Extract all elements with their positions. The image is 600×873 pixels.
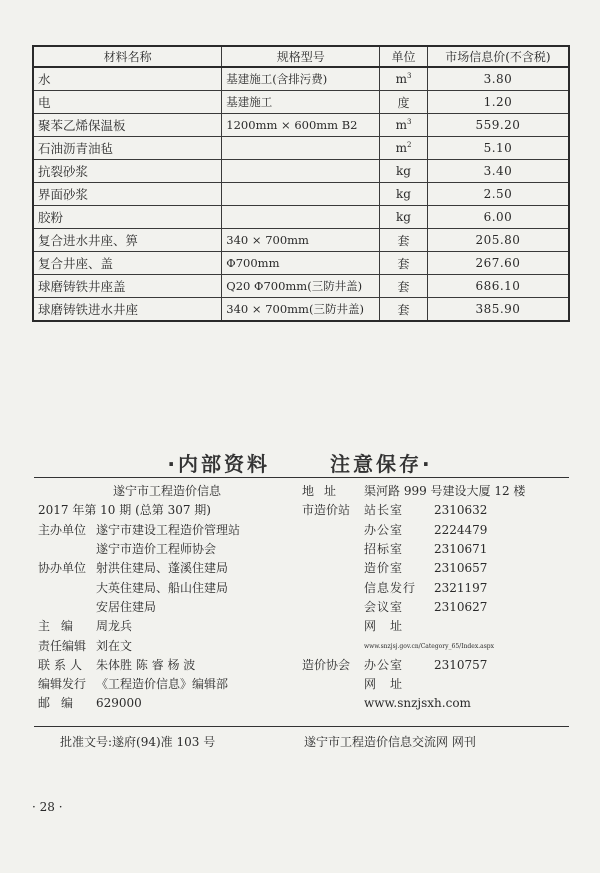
host-org: 遂宁市建设工程造价管理站 (96, 522, 241, 537)
postcode-label: 邮编 (38, 696, 85, 711)
material-unit (380, 206, 428, 229)
table-row (33, 160, 569, 183)
office-label: 信息发行 (364, 580, 417, 595)
office-label: 站长室 (364, 503, 404, 518)
unit-text: m (395, 118, 407, 132)
office-label: 招标室 (364, 542, 404, 557)
table-row (33, 206, 569, 229)
material-price: 3.40 (427, 160, 569, 183)
table-row (33, 114, 569, 137)
unit-superscript: 3 (406, 72, 412, 80)
material-name: 电 (33, 91, 222, 114)
material-price: 3.80 (427, 67, 569, 91)
material-spec: Φ700mm (222, 252, 380, 275)
material-spec (222, 160, 380, 183)
material-unit (380, 160, 428, 183)
office-phone: 2310657 (434, 561, 488, 576)
material-spec (222, 206, 380, 229)
issue-number: 2017 年第 10 期 (总第 307 期) (38, 503, 211, 518)
material-unit (380, 275, 428, 298)
postcode: 629000 (96, 696, 142, 711)
co-host-2: 大英住建局、船山住建局 (96, 580, 229, 595)
page-number: · 28 · (32, 800, 63, 814)
publication-info (38, 482, 298, 714)
table-header-row (33, 46, 569, 67)
material-unit (380, 91, 428, 114)
material-unit (380, 183, 428, 206)
approval-number: 批准文号:遂府(94)准 103 号 (60, 735, 216, 749)
material-unit (380, 137, 428, 160)
material-name: 聚苯乙烯保温板 (33, 114, 222, 137)
office-phone: 2310632 (434, 503, 488, 518)
table-row (33, 183, 569, 206)
editor-name: 周龙兵 (96, 619, 133, 634)
divider-top (34, 477, 569, 478)
header-material-name: 材料名称 (33, 46, 222, 67)
divider-bottom (34, 726, 569, 727)
office-phone: 2321197 (434, 580, 488, 595)
material-spec: Q20 Φ700mm(三防井盖) (222, 275, 380, 298)
material-name: 石油沥青油毡 (33, 137, 222, 160)
material-name: 球磨铸铁井座盖 (33, 275, 222, 298)
material-unit (380, 229, 428, 252)
unit-text: kg (396, 164, 411, 178)
resp-editor-label: 责任编辑 (38, 638, 87, 653)
assoc-url[interactable]: www.snzjsxh.com (364, 696, 471, 711)
material-price: 205.80 (427, 229, 569, 252)
contact-info (302, 482, 572, 714)
header-spec: 规格型号 (222, 46, 380, 67)
banner-keep: 注意保存· (329, 452, 433, 476)
distribution-label: 编辑发行 (38, 677, 87, 692)
table-row (33, 229, 569, 252)
website-label: 网址 (364, 619, 417, 634)
notice-banner (0, 448, 600, 477)
material-price: 559.20 (427, 114, 569, 137)
unit-text: 套 (397, 302, 410, 317)
table-row (33, 298, 569, 322)
unit-superscript: 2 (406, 141, 412, 149)
material-name: 球磨铸铁进水井座 (33, 298, 222, 322)
address: 渠河路 999 号建设大厦 12 楼 (364, 484, 526, 499)
material-name: 水 (33, 67, 222, 91)
unit-text: 套 (397, 279, 410, 294)
unit-text: 套 (397, 233, 410, 248)
price-table (32, 45, 570, 322)
contact-names: 朱体胜 陈 睿 杨 波 (96, 657, 196, 672)
material-price: 686.10 (427, 275, 569, 298)
material-spec: 340 × 700mm (222, 229, 380, 252)
header-price: 市场信息价(不含税) (427, 46, 569, 67)
material-spec: 基建施工 (222, 91, 380, 114)
material-unit (380, 252, 428, 275)
table-row (33, 275, 569, 298)
material-name: 界面砂浆 (33, 183, 222, 206)
station-url[interactable]: www.snzjsj.gov.cn/Category_65/Index.aspx (364, 642, 494, 650)
assoc-office-label: 办公室 (364, 657, 404, 672)
assoc-office-phone: 2310757 (434, 657, 488, 672)
co-host-label: 协办单位 (38, 561, 87, 576)
unit-superscript: 3 (406, 118, 412, 126)
assoc-website-label: 网址 (364, 677, 417, 692)
office-phone: 2224479 (434, 522, 488, 537)
table-row (33, 252, 569, 275)
table-row (33, 137, 569, 160)
unit-text: 度 (397, 95, 410, 110)
host-org-2: 遂宁市造价工程师协会 (96, 542, 217, 557)
unit-text: kg (396, 187, 411, 201)
office-phone: 2310627 (434, 599, 488, 614)
co-host-1: 射洪住建局、蓬溪住建局 (96, 561, 229, 576)
unit-text: kg (396, 210, 411, 224)
material-price: 6.00 (427, 206, 569, 229)
unit-text: 套 (397, 256, 410, 271)
office-phone: 2310671 (434, 542, 488, 557)
material-spec: 1200mm × 600mm B2 (222, 114, 380, 137)
publication-name: 遂宁市工程造价信息 (113, 484, 222, 499)
material-price: 385.90 (427, 298, 569, 322)
material-price: 2.50 (427, 183, 569, 206)
material-name: 胶粉 (33, 206, 222, 229)
office-label: 办公室 (364, 522, 404, 537)
unit-text: m (395, 141, 407, 155)
material-name: 复合井座、盖 (33, 252, 222, 275)
contact-label: 联系人 (38, 657, 87, 672)
material-unit (380, 298, 428, 322)
office-label: 造价室 (364, 561, 404, 576)
assoc-label: 造价协会 (302, 657, 351, 672)
distribution-dept: 《工程造价信息》编辑部 (96, 677, 229, 692)
material-unit (380, 67, 428, 91)
co-host-3: 安居住建局 (96, 599, 157, 614)
material-name: 复合进水井座、箅 (33, 229, 222, 252)
material-spec: 340 × 700mm(三防井盖) (222, 298, 380, 322)
office-label: 会议室 (364, 599, 404, 614)
resp-editor-name: 刘在文 (96, 638, 133, 653)
material-price: 267.60 (427, 252, 569, 275)
material-spec (222, 183, 380, 206)
address-label: 地址 (302, 484, 347, 499)
material-name: 抗裂砂浆 (33, 160, 222, 183)
material-unit (380, 114, 428, 137)
station-label: 市造价站 (302, 503, 351, 518)
material-price: 5.10 (427, 137, 569, 160)
banner-internal: ·内部资料 (167, 452, 271, 476)
material-spec (222, 137, 380, 160)
material-price: 1.20 (427, 91, 569, 114)
material-spec: 基建施工(含排污费) (222, 67, 380, 91)
unit-text: m (395, 72, 407, 86)
network-label: 遂宁市工程造价信息交流网 网刊 (304, 735, 476, 749)
table-row (33, 67, 569, 91)
editor-label: 主编 (38, 619, 85, 634)
table-row (33, 91, 569, 114)
header-unit: 单位 (380, 46, 428, 67)
host-label: 主办单位 (38, 522, 87, 537)
